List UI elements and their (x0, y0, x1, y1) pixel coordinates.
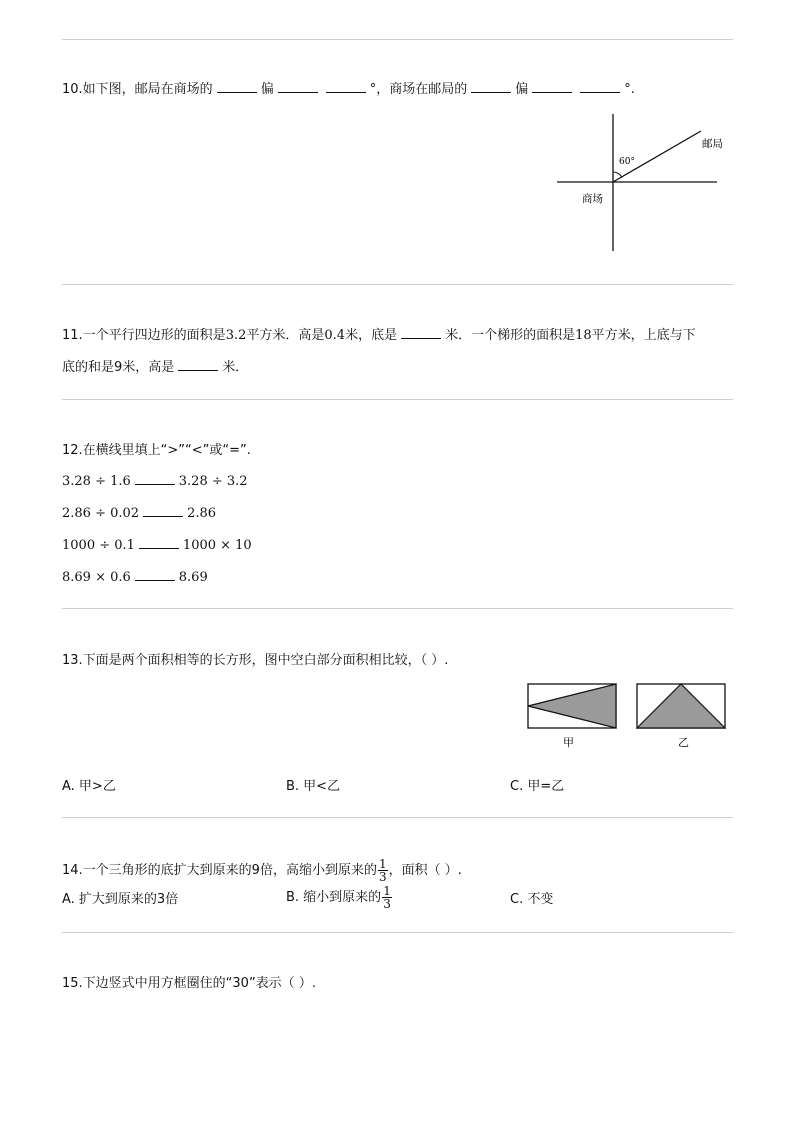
angle-label: 60° (619, 157, 635, 167)
answer-blank[interactable] (178, 358, 218, 371)
answer-blank[interactable] (217, 80, 257, 93)
comparison-item (62, 472, 248, 492)
option-b[interactable]: B. 甲<乙 (286, 779, 341, 794)
q11-value: 3.2 (225, 328, 247, 343)
q10-pian-2: 偏 (515, 82, 529, 97)
answer-blank[interactable] (135, 568, 175, 581)
question-12-prompt: 12.在横线里填上“>”“<”或“=”. (62, 443, 251, 458)
separator (62, 608, 733, 609)
label-yi: 乙 (678, 736, 689, 749)
fraction-numerator: 1 (378, 857, 387, 871)
q14-text: 14.一个三角形的底扩大到原来的9倍，高缩小到原来的 (62, 863, 377, 878)
comparison-left: 1000 ÷ 0.1 (62, 538, 135, 553)
label-jia: 甲 (563, 736, 574, 749)
option-a[interactable]: A. 甲>乙 (62, 779, 116, 794)
question-14-prompt (62, 858, 462, 884)
q11-text: 米． (222, 360, 249, 375)
question-11-line-1 (62, 326, 696, 346)
option-c[interactable]: C. 甲=乙 (510, 779, 565, 794)
comparison-right: 3.28 ÷ 3.2 (178, 474, 248, 489)
answer-blank[interactable] (401, 326, 441, 339)
question-15-prompt: 15.下边竖式中用方框圈住的“30”表示（ ）. (62, 976, 316, 991)
mall-label: 商场 (582, 193, 603, 205)
comparison-left: 2.86 ÷ 0.02 (62, 506, 140, 521)
option-b[interactable] (286, 885, 393, 911)
answer-blank[interactable] (135, 472, 175, 485)
fraction-one-third (378, 858, 388, 883)
comparison-left: 3.28 ÷ 1.6 (62, 474, 131, 489)
option-c[interactable]: C. 不变 (510, 892, 554, 907)
answer-blank[interactable] (278, 80, 318, 93)
direction-diagram (550, 110, 730, 255)
answer-blank[interactable] (139, 536, 179, 549)
q10-deg-1: °，商场在邮局的 (369, 82, 468, 97)
question-13-prompt: 13.下面是两个面积相等的长方形，图中空白部分面积相比较，（ ）. (62, 653, 449, 668)
comparison-left: 8.69 × 0.6 (62, 570, 131, 585)
q10-text-a: 10.如下图，邮局在商场的 (62, 82, 213, 97)
q11-value: 0.4 (324, 328, 346, 343)
q11-text: 平方米．高是 (246, 328, 325, 343)
q11-text: 米，底是 (345, 328, 398, 343)
separator (62, 399, 733, 400)
q11-text: 米．一个梯形的面积是 (445, 328, 576, 343)
comparison-item (62, 504, 216, 524)
fraction-one-third (382, 885, 392, 910)
q10-pian-1: 偏 (260, 82, 274, 97)
answer-blank[interactable] (471, 80, 511, 93)
question-10-text (62, 80, 635, 100)
comparison-item (62, 568, 208, 588)
question-11-line-2 (62, 358, 248, 378)
figure-yi (637, 684, 725, 749)
q11-text: 平方米，上底与下 (591, 328, 696, 343)
q11-value: 18 (575, 328, 592, 343)
comparison-right: 2.86 (187, 506, 217, 521)
q10-deg-2: °. (624, 82, 635, 97)
fraction-denominator: 3 (378, 870, 387, 884)
separator (62, 39, 733, 40)
rectangle-figures (525, 680, 730, 752)
angle-arc (613, 172, 622, 177)
separator (62, 817, 733, 818)
answer-blank[interactable] (143, 504, 183, 517)
option-b-text: B. 缩小到原来的 (286, 890, 382, 905)
comparison-item (62, 536, 252, 556)
q14-text: ，面积（ ）. (388, 863, 462, 878)
fraction-numerator: 1 (383, 884, 391, 898)
option-a[interactable]: A. 扩大到原来的3倍 (62, 892, 179, 907)
post-office-label: 邮局 (702, 138, 723, 150)
fraction-denominator: 3 (383, 897, 391, 911)
q11-text: 底的和是9米，高是 (62, 360, 175, 375)
q11-text: 11.一个平行四边形的面积是 (62, 328, 226, 343)
separator (62, 284, 733, 285)
separator (62, 932, 733, 933)
answer-blank[interactable] (580, 80, 620, 93)
answer-blank[interactable] (532, 80, 572, 93)
answer-blank[interactable] (326, 80, 366, 93)
comparison-right: 8.69 (178, 570, 208, 585)
comparison-right: 1000 × 10 (182, 538, 252, 553)
figure-jia (528, 684, 616, 749)
